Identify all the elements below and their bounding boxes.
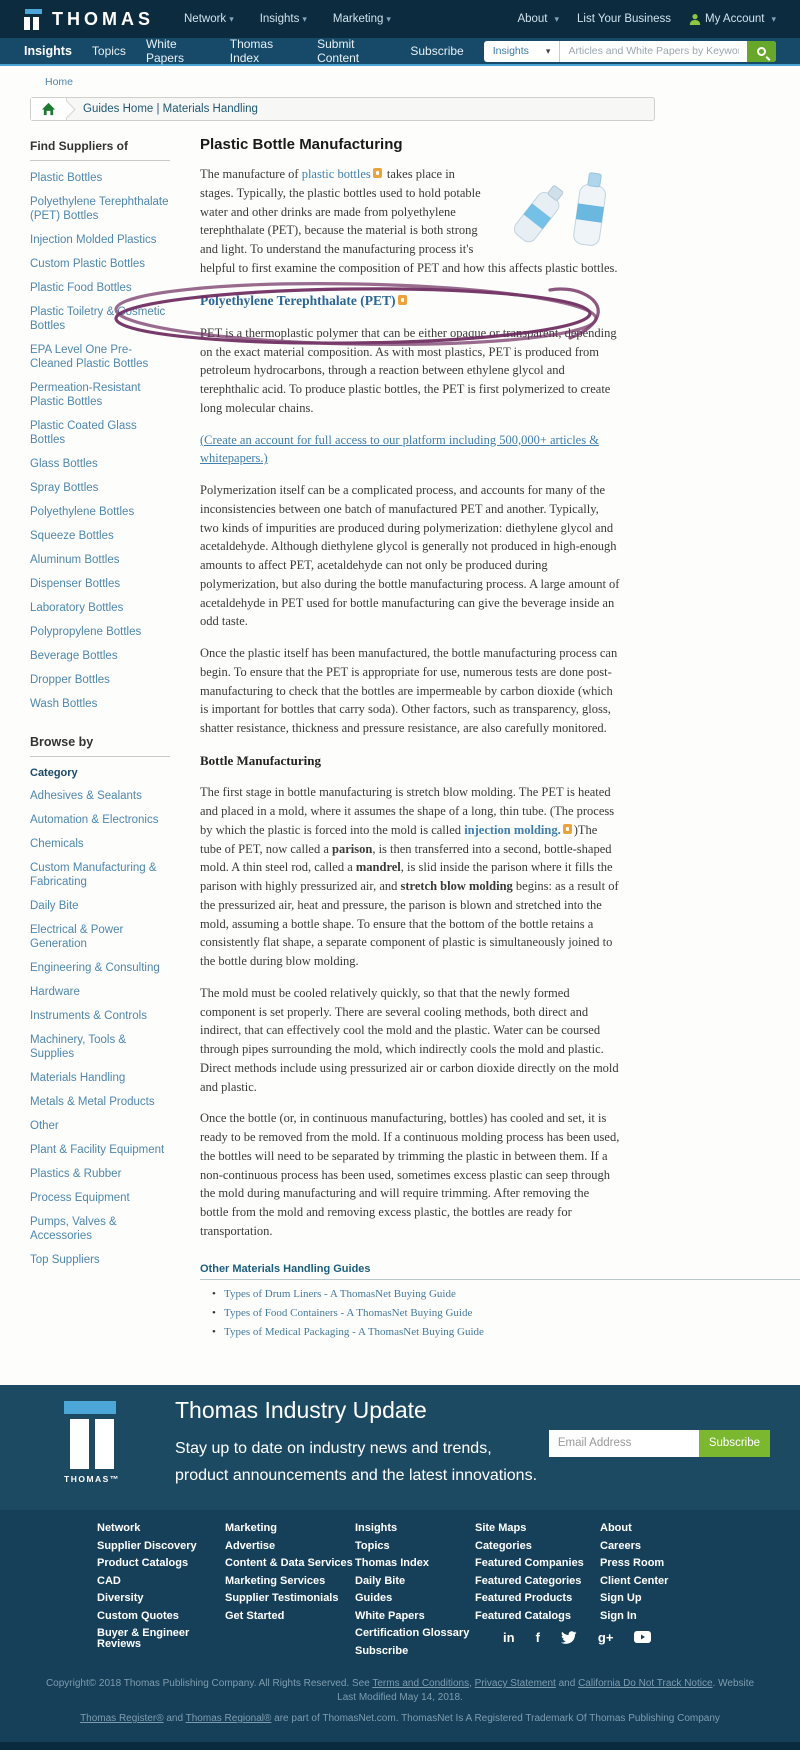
category-link[interactable]: Process Equipment (30, 1191, 170, 1205)
category-link[interactable]: Automation & Electronics (30, 813, 170, 827)
text-run: stretch blow molding (401, 879, 513, 893)
text-run: )The tube of PET, now called a (200, 823, 597, 856)
footer-link[interactable]: Featured Categories (475, 1576, 600, 1587)
footer-column-title[interactable]: Network (97, 1522, 225, 1534)
text-run: Bottle Manufacturing (200, 753, 321, 768)
other-guides-list (200, 1288, 800, 1338)
footer-link[interactable]: Thomas Index (355, 1558, 475, 1569)
find-suppliers-heading: Find Suppliers of (30, 130, 170, 161)
subscribe-button[interactable]: Subscribe (699, 1430, 770, 1457)
supplier-link[interactable]: Wash Bottles (30, 697, 170, 711)
supplier-link[interactable]: Beverage Bottles (30, 649, 170, 663)
inline-link[interactable]: California Do Not Track Notice (578, 1678, 713, 1689)
footer-link[interactable]: Featured Products (475, 1593, 600, 1604)
sub-nav (0, 38, 800, 66)
thomas-logo-text[interactable]: THOMAS (52, 9, 154, 30)
footer-link[interactable]: Advertise (225, 1541, 355, 1552)
category-link[interactable]: Adhesives & Sealants (30, 789, 170, 803)
text-run: Once the plastic itself has been manufactured, the bottle manufacturing process can begin. To ensure that the PET is appropriate for use, numerous tests are done post-manufacturing to check that the bottles are impermeable by carbon dioxide (which is important for bottles that carry soda). Other factors, such as transparency, gloss, shatter resistance, thickness and pressure resistance, are also carefully monitored. (200, 646, 617, 735)
guides-bar (30, 97, 655, 121)
social-twitter-icon[interactable] (561, 1631, 577, 1644)
footer-column-title[interactable]: Insights (355, 1522, 475, 1534)
inline-link[interactable]: plastic bottles (302, 167, 371, 181)
text-run: , is then transferred into a second, bottle-shaped mold. A thin steel rod, called a (200, 842, 612, 875)
article-paragraph (200, 481, 620, 631)
social-facebook-icon[interactable]: f (536, 1630, 540, 1645)
category-link[interactable]: Electrical & Power Generation (30, 923, 170, 951)
breadcrumb (0, 66, 800, 97)
other-guides-section (200, 1263, 800, 1338)
footer-link[interactable]: Marketing Services (225, 1576, 355, 1587)
chevron-down-icon: ▾ (555, 14, 560, 25)
text-run: Polyethylene Terephthalate (PET) (200, 293, 396, 308)
newsletter-subtitle: Stay up to date on industry news and trends, product announcements and the latest innovations. (175, 1435, 540, 1489)
menu-network[interactable]: Network ▾ (184, 13, 234, 25)
category-link[interactable]: Hardware (30, 985, 170, 999)
category-list (30, 789, 170, 1267)
category-link[interactable]: Pumps, Valves & Accessories (30, 1215, 170, 1243)
search-bar (484, 41, 776, 62)
text-run: Polymerization itself can be a complicated process, and accounts for many of the inconsistencies between one batch of manufactured PET and another. Typically, two kinds of impurities are produced during polymerization: diethylene glycol and acetaldehyde. Although diethylene glycol is generally not produced in high-enough amounts to affect PET, acetaldehyde can not only be produced during polymerization, but also during the bottle manufacturing process. A large amount of acetaldehyde in PET used for bottle manufacturing can give the beverage inside an odd taste. (200, 483, 619, 628)
inline-link[interactable]: Thomas Register® (80, 1713, 164, 1724)
footer-link[interactable]: CAD (97, 1576, 225, 1587)
footer-link[interactable]: Diversity (97, 1593, 225, 1604)
subnav-subscribe[interactable]: Subscribe (410, 44, 463, 58)
menu-insights[interactable]: Insights ▾ (260, 13, 307, 25)
footer-link[interactable]: Careers (600, 1541, 720, 1552)
menu-marketing[interactable]: Marketing ▾ (333, 13, 391, 25)
text-run: and (556, 1678, 578, 1689)
lock-icon (398, 295, 407, 305)
footer-link[interactable]: Press Room (600, 1558, 720, 1569)
supplier-link[interactable]: Plastic Toiletry & Cosmetic Bottles (30, 305, 170, 333)
footer-column-title[interactable]: Marketing (225, 1522, 355, 1534)
text-run: , is slid inside the parison where it fills the parison with highly pressurized air, and (200, 860, 613, 893)
category-link[interactable]: Materials Handling (30, 1071, 170, 1085)
supplier-link[interactable]: Plastic Coated Glass Bottles (30, 419, 170, 447)
subnav-white-papers[interactable]: White Papers (146, 37, 210, 65)
footer-link[interactable]: Featured Companies (475, 1558, 600, 1569)
category-link[interactable]: Top Suppliers (30, 1253, 170, 1267)
top-nav (0, 0, 800, 38)
footer-column-insights (355, 1522, 475, 1664)
text-run: begins: as a result of the pressurized air, heat and pressure, the parison is blown and stretched into the mold, assuming a bottle shape. To ensure that the bottom of the bottle retains a consistently flat shape, a separate component of plastic is simultaneously joined to the bottle during blow molding. (200, 879, 619, 968)
menu-about[interactable]: About ▾ (517, 13, 559, 25)
article-subheading (200, 291, 620, 311)
subnav-thomas-index[interactable]: Thomas Index (230, 37, 297, 65)
supplier-link[interactable]: Custom Plastic Bottles (30, 257, 170, 271)
footer-column-marketing (225, 1522, 355, 1664)
subnav-topics[interactable]: Topics (92, 44, 126, 58)
footer-link[interactable]: Get Started (225, 1611, 355, 1622)
inline-link[interactable]: Terms and Conditions (372, 1678, 469, 1689)
footer-link[interactable]: Certification Glossary (355, 1628, 475, 1639)
social-youtube-icon[interactable] (634, 1631, 651, 1643)
water-bottles-image (502, 165, 620, 249)
newsletter-title: Thomas Industry Update (175, 1397, 427, 1424)
chevron-down-icon: ▾ (302, 14, 307, 24)
guides-breadcrumb-label[interactable]: Guides Home | Materials Handling (83, 103, 258, 115)
supplier-link[interactable]: Injection Molded Plastics (30, 233, 170, 247)
text-run: The manufacture of (200, 167, 302, 181)
text-run: , (469, 1678, 475, 1689)
thomas-logo-icon[interactable] (24, 9, 42, 30)
footer-link[interactable]: Guides (355, 1593, 475, 1604)
footer-column-title[interactable]: About (600, 1522, 720, 1534)
home-icon (41, 102, 56, 116)
category-link[interactable]: Daily Bite (30, 899, 170, 913)
chevron-down-icon: ▾ (546, 46, 551, 57)
article-blocks (200, 165, 620, 1241)
supplier-link[interactable]: Glass Bottles (30, 457, 170, 471)
footer-link[interactable]: Client Center (600, 1576, 720, 1587)
text-run: takes place in stages. Typically, the plastic bottles used to hold potable water and other drinks are made from polyethylene terephthalate (PET), because the material is both strong and light. To understand the manufacturing process it's helpful to first examine the composition of PET and how this affects plastic bottles. (200, 167, 618, 275)
social-linkedin-icon[interactable]: in (503, 1630, 515, 1645)
category-link[interactable]: Metals & Metal Products (30, 1095, 170, 1109)
lock-icon (563, 824, 572, 834)
footer-link[interactable]: Product Catalogs (97, 1558, 225, 1569)
supplier-link[interactable]: Plastic Bottles (30, 171, 170, 185)
lock-icon (373, 168, 382, 178)
search-input[interactable] (560, 45, 747, 57)
category-link[interactable]: Plastics & Rubber (30, 1167, 170, 1181)
other-guides-heading: Other Materials Handling Guides (200, 1263, 800, 1280)
footer-link[interactable]: Custom Quotes (97, 1611, 225, 1622)
article-paragraph (200, 644, 620, 738)
subnav-insights[interactable]: Insights (24, 44, 72, 58)
find-suppliers-list (30, 171, 170, 711)
inline-link[interactable]: Thomas Regional® (186, 1713, 272, 1724)
copyright (0, 1663, 800, 1742)
sidebar (30, 130, 170, 1345)
text-run: Copyright© 2018 Thomas Publishing Company. All Rights Reserved. See (46, 1678, 372, 1689)
supplier-link[interactable]: EPA Level One Pre-Cleaned Plastic Bottles (30, 343, 170, 371)
supplier-link[interactable]: Polyethylene Terephthalate (PET) Bottles (30, 195, 170, 223)
footer-link[interactable]: Supplier Testimonials (225, 1593, 355, 1604)
footer-link[interactable]: Featured Catalogs (475, 1611, 600, 1622)
category-link[interactable]: Machinery, Tools & Supplies (30, 1033, 170, 1061)
article-paragraph (200, 1109, 620, 1240)
supplier-link[interactable]: Spray Bottles (30, 481, 170, 495)
footer-link[interactable]: Supplier Discovery (97, 1541, 225, 1552)
article-paragraph (200, 783, 620, 971)
supplier-link[interactable]: Plastic Food Bottles (30, 281, 170, 295)
category-link[interactable]: Plant & Facility Equipment (30, 1143, 170, 1157)
guide-link[interactable]: • Types of Food Containers - A ThomasNet Buying Guide (224, 1307, 800, 1319)
article (200, 130, 800, 1345)
user-icon (689, 13, 701, 25)
article-body (200, 165, 620, 1241)
footer-link[interactable]: Sign Up (600, 1593, 720, 1604)
footer (0, 1385, 800, 1750)
list-your-business-link[interactable]: List Your Business (577, 13, 671, 25)
copyright-line-2 (40, 1712, 760, 1742)
inline-link[interactable]: Privacy Statement (475, 1678, 556, 1689)
search-category-select[interactable]: Insights ▾ (484, 41, 561, 62)
subnav-submit-content[interactable]: Submit Content (317, 37, 390, 65)
article-subheading (200, 751, 620, 771)
footer-column-title[interactable]: Site Maps (475, 1522, 600, 1534)
chevron-down-icon: ▾ (771, 14, 776, 25)
text-run: PET is a thermoplastic polymer that can be either opaque or transparent, depending on the exact material composition. As with most plastics, PET is produced from petroleum hydrocarbons, through a reaction between ethylene glycol and terephthalic acid. To produce plastic bottles, the PET is first polymerized to create long molecular chains. (200, 326, 617, 415)
guide-link[interactable]: • Types of Medical Packaging - A ThomasNet Buying Guide (224, 1326, 800, 1338)
supplier-link[interactable]: Dispenser Bottles (30, 577, 170, 591)
supplier-link[interactable]: Laboratory Bottles (30, 601, 170, 615)
supplier-link[interactable]: Polyethylene Bottles (30, 505, 170, 519)
footer-links (0, 1510, 800, 1664)
social-links (503, 1630, 651, 1645)
footer-link[interactable]: Subscribe (355, 1646, 475, 1657)
text-run: The first stage in bottle manufacturing is stretch blow molding. The PET is heated and placed in a mold, where it assumes the shape of a long, thin tube. (The process by which the plastic is forced into the mold is called (200, 785, 614, 837)
breadcrumb-home-link[interactable]: Home (45, 76, 73, 88)
footer-bottom-strip (0, 1742, 800, 1750)
chevron-down-icon: ▾ (386, 14, 391, 24)
search-button[interactable] (747, 41, 776, 62)
browse-by-heading: Browse by (30, 721, 170, 757)
supplier-link[interactable]: Permeation-Resistant Plastic Bottles (30, 381, 170, 409)
newsletter-banner (0, 1385, 800, 1510)
supplier-link[interactable]: Polypropylene Bottles (30, 625, 170, 639)
text-run: are part of ThomasNet.com. ThomasNet Is A Registered Trademark Of Thomas Publishing Company (271, 1713, 720, 1724)
newsletter-form (549, 1430, 770, 1457)
category-link[interactable]: Engineering & Consulting (30, 961, 170, 975)
category-link[interactable]: Other (30, 1119, 170, 1133)
guide-link[interactable]: • Types of Drum Liners - A ThomasNet Buying Guide (224, 1288, 800, 1300)
text-run: and (164, 1713, 186, 1724)
text-run: mandrel (356, 860, 401, 874)
chevron-down-icon: ▾ (229, 14, 234, 24)
page-title: Plastic Bottle Manufacturing (200, 136, 800, 153)
category-heading: Category (30, 767, 170, 779)
inline-link[interactable]: injection molding. (464, 823, 561, 837)
top-menu (184, 13, 391, 25)
article-paragraph (200, 431, 620, 469)
search-icon (757, 47, 766, 56)
footer-link[interactable]: Daily Bite (355, 1576, 475, 1587)
supplier-link[interactable]: Squeeze Bottles (30, 529, 170, 543)
top-right-menu (517, 13, 776, 25)
supplier-link[interactable]: Aluminum Bottles (30, 553, 170, 567)
email-field[interactable] (549, 1430, 699, 1457)
text-run: Once the bottle (or, in continuous manufacturing, bottles) has cooled and set, it is ready to be removed from the mold. If a continuous molding process has been used, the bottles will need to be separated by trimming the plastic in between them. If a non-continuous process has been used, sometimes excess plastic can seep through the mold during manufacturing and will require trimming. After removing the bottle from the mold and removing excess plastic, the bottles are ready for transportation. (200, 1111, 619, 1238)
footer-link[interactable]: Topics (355, 1541, 475, 1552)
social-google-plus-icon[interactable]: g+ (598, 1630, 614, 1645)
footer-column-network (97, 1522, 225, 1664)
copyright-line-1 (40, 1677, 760, 1705)
text-run: parison (332, 842, 372, 856)
category-link[interactable]: Instruments & Controls (30, 1009, 170, 1023)
footer-logo-caption: THOMAS™ (64, 1474, 120, 1484)
footer-link[interactable]: White Papers (355, 1611, 475, 1622)
footer-link[interactable]: Sign In (600, 1611, 720, 1622)
supplier-link[interactable]: Dropper Bottles (30, 673, 170, 687)
text-run: . Website Last Modified May 14, 2018. (337, 1678, 754, 1703)
footer-link[interactable]: Buyer & Engineer Reviews (97, 1628, 225, 1650)
thomas-footer-logo-icon (64, 1401, 120, 1484)
category-link[interactable]: Custom Manufacturing & Fabricating (30, 861, 170, 889)
my-account-menu[interactable]: My Account ▾ (689, 13, 776, 25)
article-paragraph (200, 324, 620, 418)
footer-link[interactable]: Categories (475, 1541, 600, 1552)
article-paragraph (200, 984, 620, 1097)
content (0, 121, 800, 1385)
footer-link[interactable]: Content & Data Services (225, 1558, 355, 1569)
inline-link[interactable]: (Create an account for full access to our platform including 500,000+ articles & whitepapers.) (200, 433, 599, 466)
category-link[interactable]: Chemicals (30, 837, 170, 851)
guides-home-button[interactable] (31, 98, 67, 120)
text-run: The mold must be cooled relatively quickly, so that that the newly formed component is set properly. There are several cooling methods, both direct and indirect, that can effectively cool the mold and the plastic. Water can be coursed through pipes surrounding the mold, which indirectly cools the mold and plastic. Direct methods include using pressurized air or carbon dioxide directly on the mold and plastic. (200, 986, 619, 1094)
